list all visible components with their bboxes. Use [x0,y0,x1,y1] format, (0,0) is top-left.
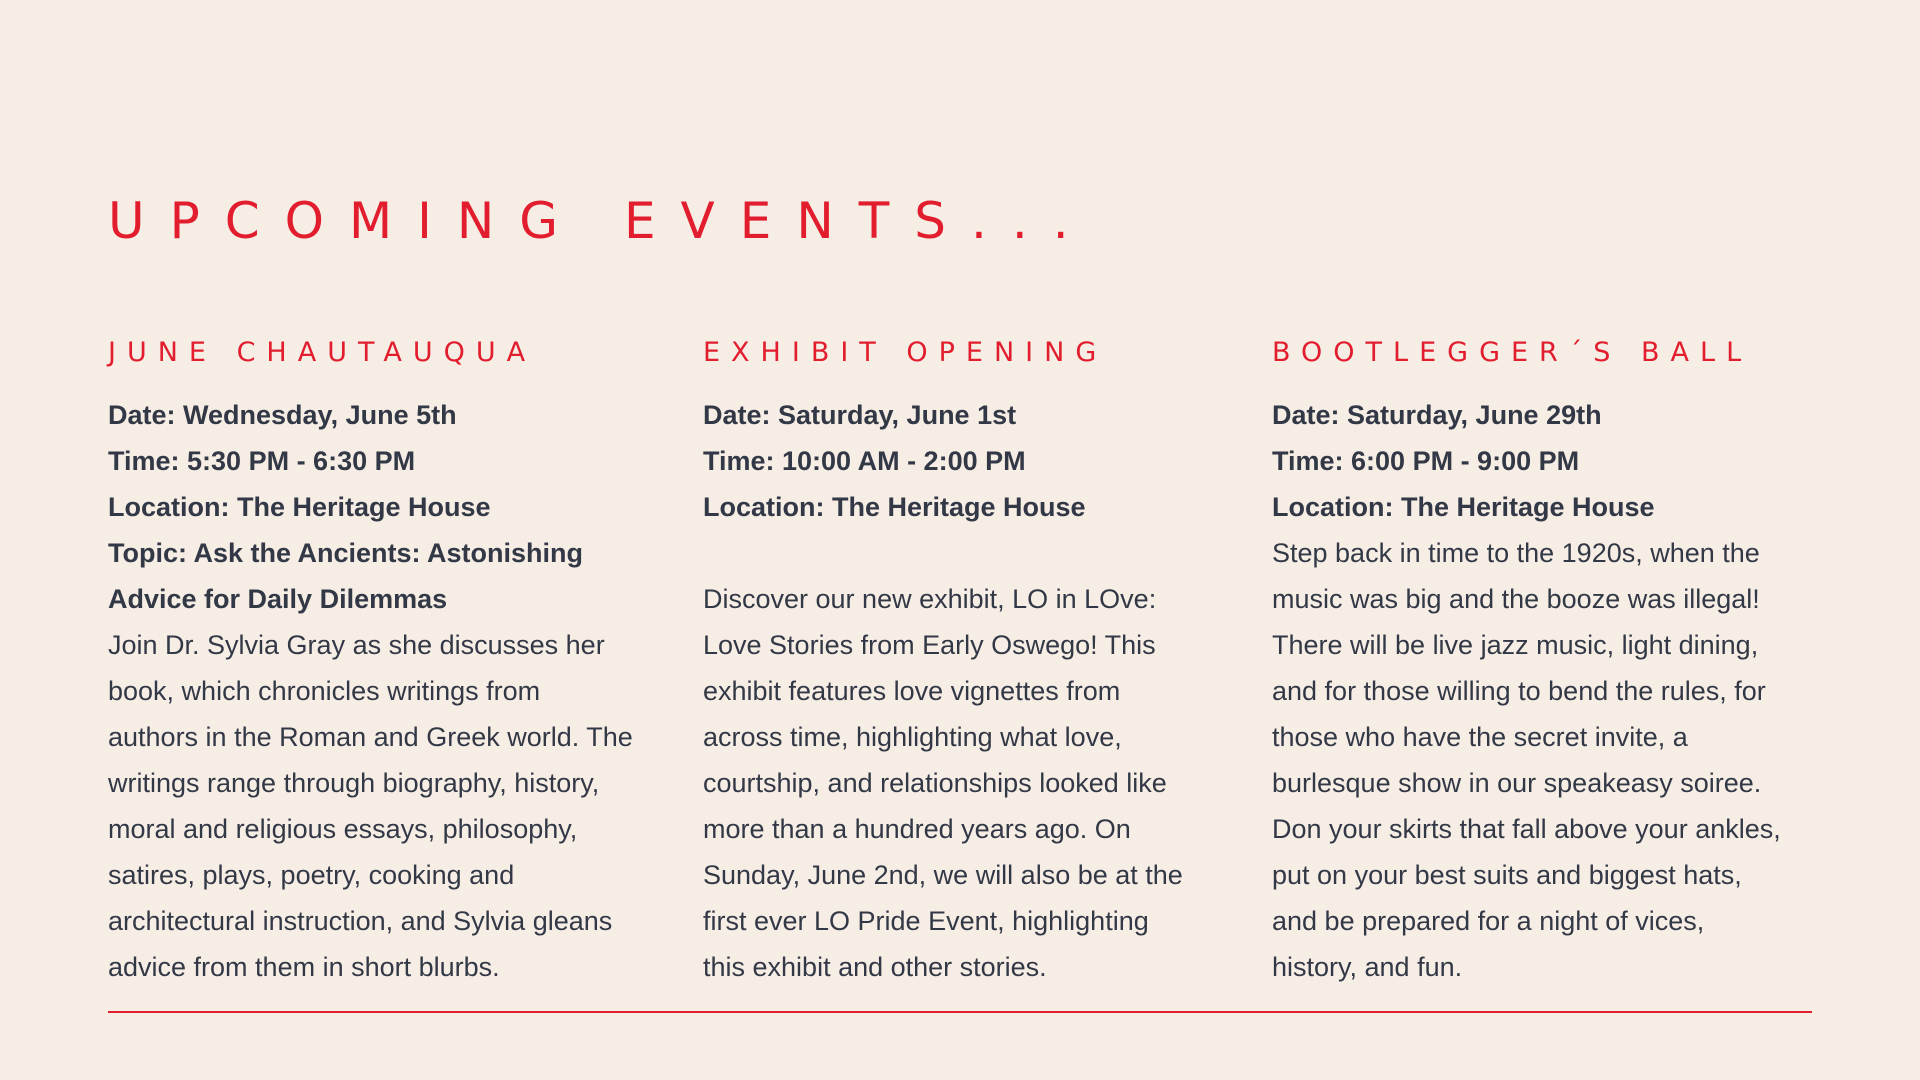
event-title: EXHIBIT OPENING [703,337,1108,368]
event-time: Time: 6:00 PM - 9:00 PM [1272,446,1580,476]
blank-line [703,530,1243,576]
event-info [108,392,682,990]
event-date: Date: Saturday, June 1st [703,400,1017,430]
event-info [1272,392,1852,990]
event-bootleggers-ball [1272,334,1852,990]
event-topic-line-2: Advice for Daily Dilemmas [108,584,448,614]
event-title: JUNE CHAUTAUQUA [108,337,537,368]
event-time: Time: 10:00 AM - 2:00 PM [703,446,1026,476]
event-title: BOOTLEGGER´S BALL [1272,337,1753,368]
event-location: Location: The Heritage House [108,492,491,522]
event-info [703,392,1243,990]
page-title: UPCOMING EVENTS... [108,192,1094,250]
event-description: Join Dr. Sylvia Gray as she discusses her book, which chronicles writings from authors in the Roman and Greek world. The writings range through biography, history, moral and religious essays, philosophy, satires, plays, poetry, cooking and architectural instruction, and Sylvia gleans advice from them in short blurbs. [108,630,633,982]
event-june-chautauqua [108,334,682,990]
event-date: Date: Saturday, June 29th [1272,400,1602,430]
event-description: Step back in time to the 1920s, when the music was big and the booze was illegal! There will be live jazz music, light dining, and for those willing to bend the rules, for those who have the secret invite, a burlesque show in our speakeasy soiree. Don your skirts that fall above your ankles, put on your best suits and biggest hats, and be prepared for a night of vices, history, and fun. [1272,538,1781,982]
event-time: Time: 5:30 PM - 6:30 PM [108,446,416,476]
event-exhibit-opening [703,334,1243,990]
event-location: Location: The Heritage House [703,492,1086,522]
bottom-divider [108,1011,1812,1013]
event-date: Date: Wednesday, June 5th [108,400,457,430]
event-topic-line-1: Topic: Ask the Ancients: Astonishing [108,538,584,568]
event-description: Discover our new exhibit, LO in LOve: Love Stories from Early Oswego! This exhibit features love vignettes from across time, highlighting what love, courtship, and relationships looked like more than a hundred years ago. On Sunday, June 2nd, we will also be at the first ever LO Pride Event, highlighting this exhibit and other stories. [703,584,1183,982]
event-location: Location: The Heritage House [1272,492,1655,522]
